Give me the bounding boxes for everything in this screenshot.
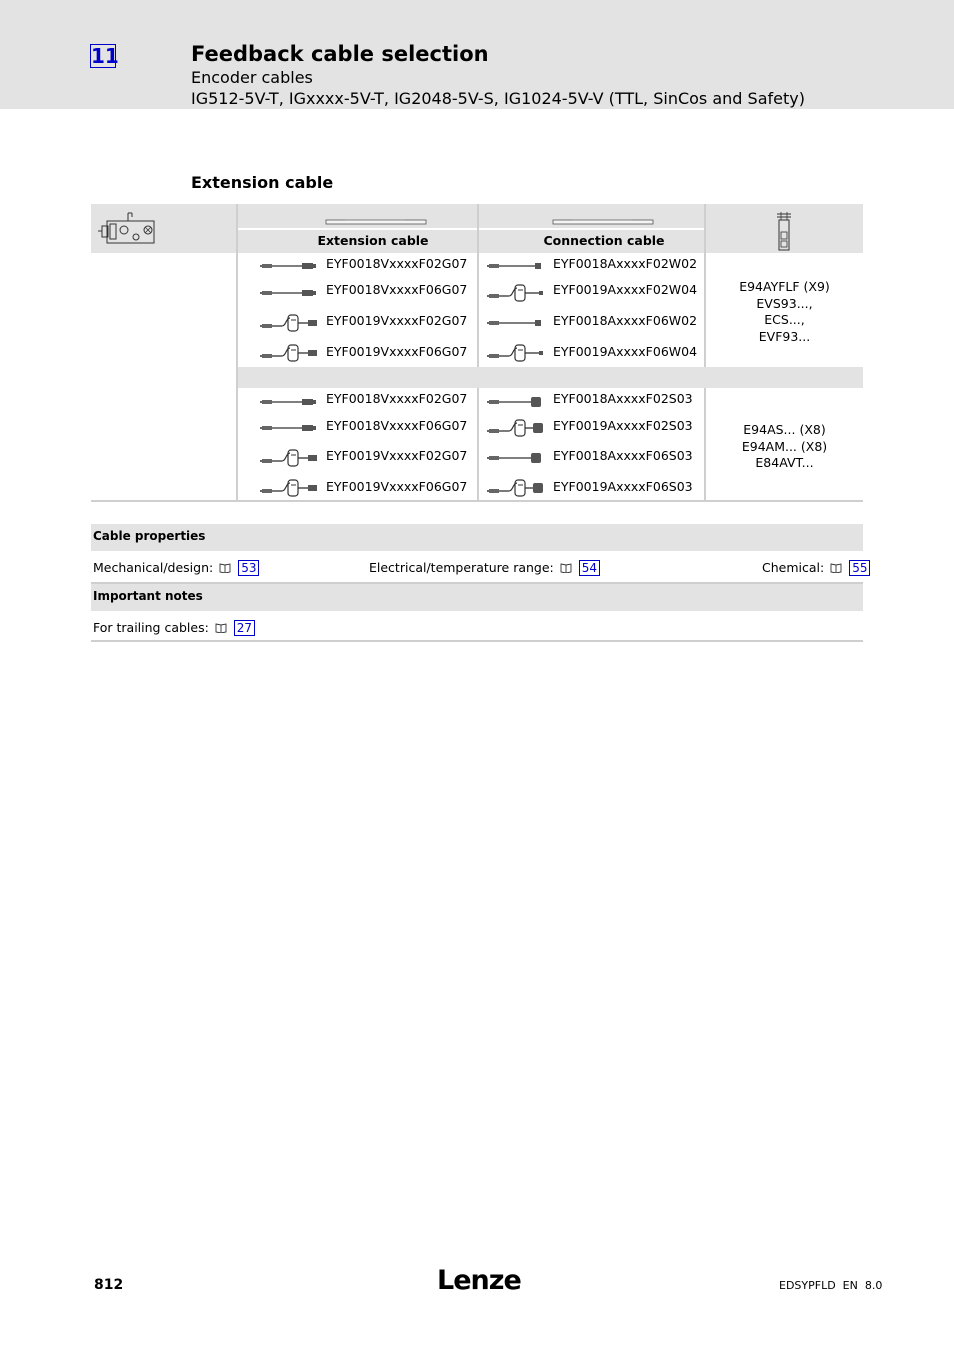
extension-code: EYF0018VxxxxF06G07	[326, 418, 468, 433]
connection-code: EYF0019AxxxxF02W04	[553, 282, 698, 297]
straight-cable-icon	[487, 256, 549, 276]
notes-bottom-rule	[91, 640, 863, 642]
group-separator-band	[238, 367, 863, 388]
connection-code: EYF0018AxxxxF02S03	[553, 391, 693, 406]
controller-targets-group2	[706, 422, 863, 472]
subtitle-encoder-cables: Encoder cables	[191, 68, 313, 87]
trailing-cables-reference	[93, 620, 255, 635]
controller-icon	[776, 212, 792, 252]
angled-cable-icon	[487, 478, 549, 498]
connection-cable-column-header: Connection cable	[543, 233, 665, 248]
chemical-label: Chemical:	[762, 560, 825, 575]
motor-icon	[98, 212, 156, 246]
extension-code: EYF0019VxxxxF06G07	[326, 344, 468, 359]
controller-target: E84AVT...	[755, 455, 814, 470]
extension-cable-header-icon	[325, 212, 427, 222]
connection-code: EYF0019AxxxxF06W04	[553, 344, 698, 359]
controller-target: EVS93...,	[756, 295, 813, 311]
divider-2	[477, 204, 479, 367]
extension-code: EYF0019VxxxxF02G07	[326, 313, 468, 328]
page-title: Feedback cable selection	[191, 42, 489, 66]
trailing-page-link[interactable]: 27	[234, 620, 255, 636]
straight-cable-icon	[260, 418, 322, 438]
angled-cable-icon	[487, 418, 549, 438]
angled-cable-icon	[260, 313, 322, 333]
angled-cable-icon	[260, 343, 322, 363]
extension-code: EYF0018VxxxxF06G07	[326, 282, 468, 297]
extension-code: EYF0019VxxxxF06G07	[326, 479, 468, 494]
connection-code: EYF0019AxxxxF02S03	[553, 418, 693, 433]
controller-target: E94AS... (X8)	[743, 422, 826, 437]
angled-cable-icon	[487, 343, 549, 363]
electrical-page-link[interactable]: 54	[579, 560, 600, 576]
cable-properties-heading: Cable properties	[93, 529, 206, 543]
controller-target: EVF93...	[758, 328, 811, 344]
important-notes-heading: Important notes	[93, 589, 203, 603]
electrical-reference	[369, 560, 600, 575]
extension-cable-column-header: Extension cable	[317, 233, 429, 248]
angled-cable-icon	[260, 478, 322, 498]
chapter-number-link[interactable]: 11	[91, 44, 119, 68]
cable-properties-band	[91, 524, 863, 551]
controller-target: E94AYFLF (X9)	[739, 279, 830, 294]
straight-cable-icon	[487, 313, 549, 333]
connection-cable-header-icon	[552, 212, 654, 222]
table-bottom-rule	[91, 500, 863, 502]
chemical-page-link[interactable]: 55	[849, 560, 870, 576]
section-heading: Extension cable	[191, 173, 334, 192]
important-notes-band	[91, 584, 863, 611]
book-icon	[560, 563, 572, 573]
straight-cable-icon	[260, 283, 322, 303]
extension-code: EYF0018VxxxxF02G07	[326, 391, 468, 406]
book-icon	[830, 563, 842, 573]
straight-cable-icon	[487, 392, 549, 412]
electrical-label: Electrical/temperature range:	[369, 560, 554, 575]
connection-code: EYF0018AxxxxF06S03	[553, 448, 693, 463]
page-number: 812	[94, 1277, 124, 1293]
chemical-reference	[762, 560, 870, 575]
subtitle-encoder-types: IG512-5V-T, IGxxxx-5V-T, IG2048-5V-S, IG1024-5V-V (TTL, SinCos and Safety)	[191, 89, 805, 108]
controller-target: E94AM... (X8)	[741, 438, 828, 454]
extension-code: EYF0018VxxxxF02G07	[326, 256, 468, 271]
straight-cable-icon	[487, 448, 549, 468]
trailing-label: For trailing cables:	[93, 620, 209, 635]
controller-targets-group1	[706, 279, 863, 345]
mechanical-page-link[interactable]: 53	[238, 560, 259, 576]
lenze-logo: Lenze	[437, 1265, 521, 1296]
angled-cable-icon	[260, 448, 322, 468]
straight-cable-icon	[260, 256, 322, 276]
divider-3	[477, 388, 479, 501]
connection-code: EYF0019AxxxxF06S03	[553, 479, 693, 494]
angled-cable-icon	[487, 283, 549, 303]
mechanical-label: Mechanical/design:	[93, 560, 214, 575]
divider-1	[236, 204, 238, 501]
straight-cable-icon	[260, 392, 322, 412]
extension-code: EYF0019VxxxxF02G07	[326, 448, 468, 463]
mechanical-reference	[93, 560, 259, 575]
connection-code: EYF0018AxxxxF06W02	[553, 313, 698, 328]
controller-target: ECS...,	[764, 312, 805, 327]
document-reference: EDSYPFLD EN 8.0	[779, 1279, 883, 1292]
connection-code: EYF0018AxxxxF02W02	[553, 256, 698, 271]
book-icon	[219, 563, 231, 573]
book-icon	[215, 623, 227, 633]
